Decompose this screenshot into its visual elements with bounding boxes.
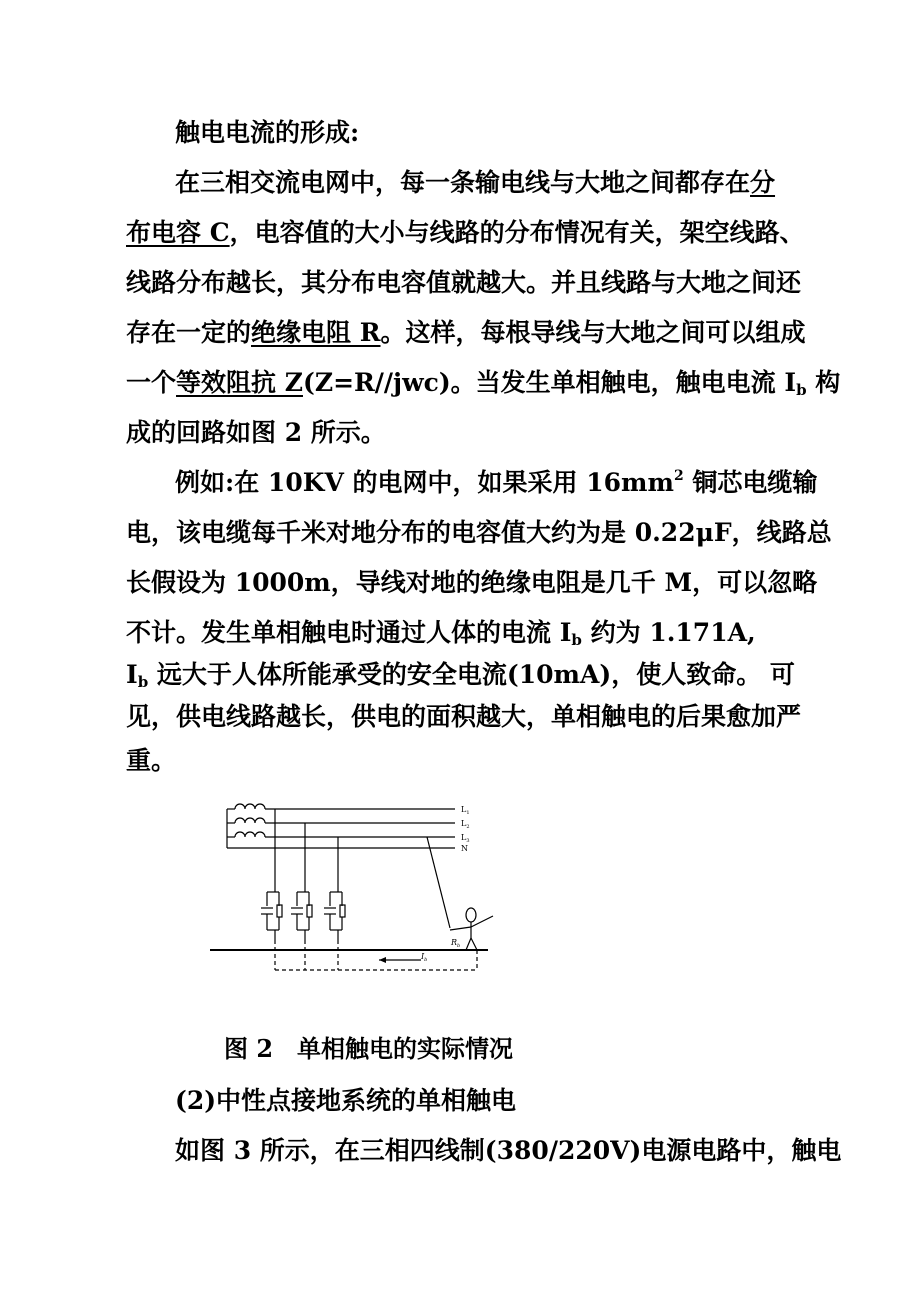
text-run: 线路分布越长，其分布电容值就越大。并且线路与大地之间还 (126, 268, 802, 297)
rc-branch-1 (261, 892, 282, 940)
text-run: 成的回路如图 2 所示。 (126, 418, 386, 447)
text-line-2 (175, 168, 775, 198)
coil-l1 (235, 804, 265, 809)
text-run: 在三相交流电网中，每一条输电线与大地之间都存在 (175, 168, 751, 197)
text-run: I (126, 660, 138, 689)
text-run: 重。 (126, 746, 177, 775)
coil-l2 (235, 818, 265, 823)
text-run: ，电容值的大小与线路的分布情况有关，架空线路、 (229, 218, 805, 247)
text-run: 。这样，每根导线与大地之间可以组成 (380, 318, 806, 347)
return-path (275, 940, 477, 970)
circuit-diagram (205, 788, 505, 978)
text-run: 存在一定的 (126, 318, 252, 347)
underlined-term: 等效阻抗 Z (176, 368, 303, 397)
label-l3: $L_3$ (461, 833, 470, 844)
underlined-term: 布电容 C (126, 218, 230, 247)
text-run: 如图 3 所示，在三相四线制(380/220V)电源电路中，触电 (175, 1136, 842, 1165)
text-line-last (175, 1136, 841, 1166)
text-line-6 (126, 368, 840, 398)
text-run: 不计。发生单相触电时通过人体的电流 I (126, 618, 572, 647)
subscript: b (571, 631, 582, 649)
caption-text: 图 2 单相触电的实际情况 (224, 1034, 514, 1063)
text-line-7 (126, 418, 386, 448)
section-title: 触电电流的形成: (175, 118, 360, 147)
label-l1: $L_1$ (461, 805, 470, 816)
superscript: 2 (673, 468, 684, 484)
text-run: 构 (806, 368, 841, 397)
label-rb: $R_b$ (451, 938, 461, 949)
rc-branch-3 (324, 892, 345, 940)
text-run: (Z=R//jwc)。当发生单相触电，触电电流 I (302, 368, 797, 397)
text-run: 远大于人体所能承受的安全电流(10mA)，使人致命。 可 (148, 660, 795, 689)
text-line-4 (126, 268, 801, 298)
text-run: (2)中性点接地系统的单相触电 (175, 1086, 517, 1115)
text-line-13 (126, 702, 801, 732)
label-ib: $I_b$ (421, 952, 428, 963)
text-line-8 (175, 468, 817, 498)
text-line-12 (126, 660, 795, 690)
text-run: 长假设为 1000m，导线对地的绝缘电阻是几千 M，可以忽略 (126, 568, 818, 597)
text-line-5 (126, 318, 806, 348)
text-run: 见，供电线路越长，供电的面积越大，单相触电的后果愈加严 (126, 702, 802, 731)
text-line-1 (175, 118, 359, 148)
text-line-3 (126, 218, 805, 248)
figure-caption (224, 1034, 513, 1064)
underlined-term: 绝缘电阻 R (251, 318, 381, 347)
text-run: 电，该电缆每千米对地分布的电容值大约为是 0.22μF，线路总 (126, 518, 832, 547)
text-line-10 (126, 568, 817, 598)
coil-l3 (235, 832, 265, 837)
text-line-9 (126, 518, 832, 548)
subscript: b (796, 381, 807, 399)
text-run: 铜芯电缆输 (683, 468, 818, 497)
label-l2: $L_2$ (461, 819, 470, 830)
contact-wire (427, 837, 450, 928)
label-n: N (461, 844, 468, 853)
text-run: 例如:在 10KV 的电网中，如果采用 16mm (175, 468, 674, 497)
underlined-term: 分 (750, 168, 776, 197)
text-run: 约为 1.171A, (581, 618, 756, 647)
text-line-14 (126, 746, 176, 776)
subsection-heading (175, 1086, 516, 1116)
subscript: b (137, 673, 149, 691)
rc-branch-2 (291, 892, 312, 940)
text-line-11 (126, 618, 756, 648)
text-run: 一个 (126, 368, 177, 397)
